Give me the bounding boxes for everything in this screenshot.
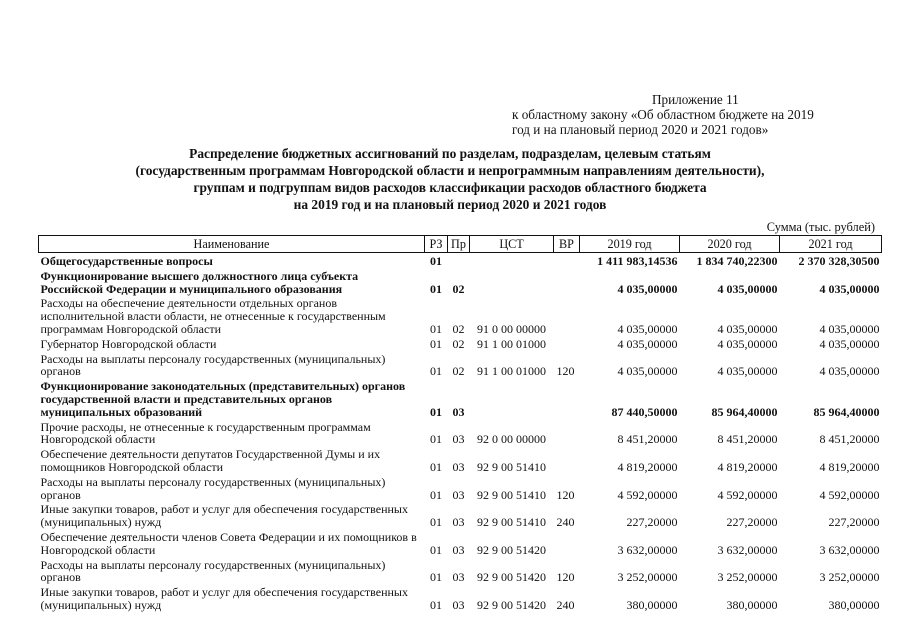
cell-vr xyxy=(554,530,580,558)
cell-rz: 01 xyxy=(430,515,442,530)
cell-cst: 91 1 00 01000 xyxy=(477,364,546,379)
table-row xyxy=(39,379,882,419)
cell-2019: 1 411 983,14536 xyxy=(597,254,678,268)
budget-table xyxy=(38,235,882,613)
cell-pr: 03 xyxy=(452,597,465,612)
cell-2019: 4 035,00000 xyxy=(617,281,678,296)
table-row xyxy=(39,585,882,613)
cell-2019: 3 632,00000 xyxy=(617,542,678,557)
appendix-law-line-2: год и на плановый период 2020 и 2021 годов» xyxy=(512,122,769,137)
cell-vr xyxy=(554,420,580,448)
cell-2021: 85 964,40000 xyxy=(813,404,880,419)
col-header-2019: 2019 год xyxy=(580,236,680,253)
col-header-name: Наименование xyxy=(39,236,425,253)
cell-pr: 03 xyxy=(452,515,465,530)
cell-pr: 03 xyxy=(452,404,465,419)
cell-2020: 4 592,00000 xyxy=(717,487,778,502)
document-title xyxy=(40,145,860,213)
cell-cst: 92 0 00 00000 xyxy=(477,432,546,447)
table-row xyxy=(39,475,882,503)
cell-vr: 240 xyxy=(556,597,575,612)
cell-pr: 02 xyxy=(452,281,465,296)
cell-cst: 92 9 00 51410 xyxy=(477,515,546,530)
cell-vr xyxy=(554,447,580,475)
cell-2019: 87 440,50000 xyxy=(611,404,678,419)
table-row xyxy=(39,558,882,586)
cell-vr: 120 xyxy=(556,570,575,585)
cell-name: Функционирование законодательных (представительных) органов государственной власти и представительных органов муниципальных образований xyxy=(40,379,406,419)
cell-2019: 4 035,00000 xyxy=(617,321,678,336)
cell-2020: 1 834 740,22300 xyxy=(696,254,778,268)
cell-vr xyxy=(554,337,580,352)
cell-2021: 2 370 328,30500 xyxy=(798,254,880,268)
cell-2020: 3 252,00000 xyxy=(717,570,778,585)
table-row xyxy=(39,420,882,448)
appendix-header xyxy=(512,92,892,137)
cell-cst: 92 9 00 51420 xyxy=(477,597,546,612)
cell-2021: 4 592,00000 xyxy=(819,487,880,502)
table-row xyxy=(39,253,882,269)
cell-name: Расходы на выплаты персоналу государственных (муниципальных) органов xyxy=(40,474,386,502)
cell-rz: 01 xyxy=(430,597,442,612)
cell-2021: 380,00000 xyxy=(828,597,880,612)
cell-2020: 3 632,00000 xyxy=(717,542,778,557)
cell-cst: 91 0 00 00000 xyxy=(477,321,546,336)
cell-vr: 120 xyxy=(556,364,575,379)
cell-cst: 92 9 00 51410 xyxy=(477,487,546,502)
cell-pr: 03 xyxy=(452,570,465,585)
cell-2021: 8 451,20000 xyxy=(819,432,880,447)
cell-2021: 4 035,00000 xyxy=(819,364,880,379)
cell-name: Иные закупки товаров, работ и услуг для обеспечения государственных (муниципальных) нужд xyxy=(40,585,408,612)
title-line-4: на 2019 год и на плановый период 2020 и 2021 годов xyxy=(293,197,607,212)
cell-2021: 3 632,00000 xyxy=(819,542,880,557)
cell-2020: 380,00000 xyxy=(726,597,778,612)
cell-2019: 380,00000 xyxy=(626,597,678,612)
cell-2019: 4 819,20000 xyxy=(617,459,678,474)
cell-name: Обеспечение деятельности депутатов Государственной Думы и их помощников Новгородской области xyxy=(40,447,381,474)
col-header-2020: 2020 год xyxy=(680,236,780,253)
cell-2020: 4 819,20000 xyxy=(717,459,778,474)
cell-rz: 01 xyxy=(430,487,442,502)
cell-2019: 4 035,00000 xyxy=(617,336,678,351)
table-row xyxy=(39,296,882,336)
cell-2019: 227,20000 xyxy=(626,515,678,530)
cell-name: Расходы на выплаты персоналу государственных (муниципальных) органов xyxy=(40,557,386,585)
table-header-row xyxy=(39,236,882,253)
cell-cst: 91 1 00 01000 xyxy=(477,336,546,351)
cell-rz: 01 xyxy=(430,281,442,296)
cell-rz: 01 xyxy=(430,364,442,379)
table-row xyxy=(39,502,882,530)
cell-name: Иные закупки товаров, работ и услуг для обеспечения государственных (муниципальных) нужд xyxy=(40,502,408,530)
cell-2020: 4 035,00000 xyxy=(717,321,778,336)
cell-vr xyxy=(554,296,580,336)
cell-vr: 120 xyxy=(556,487,575,502)
cell-cst xyxy=(470,269,554,297)
cell-cst: 92 9 00 51420 xyxy=(477,570,546,585)
cell-cst xyxy=(470,253,554,269)
col-header-2021: 2021 год xyxy=(780,236,882,253)
cell-name: Прочие расходы, не отнесенные к государственным программам Новгородской области xyxy=(40,419,371,447)
cell-2020: 8 451,20000 xyxy=(717,432,778,447)
cell-2020: 4 035,00000 xyxy=(717,281,778,296)
budget-table-body xyxy=(39,253,882,613)
cell-2021: 4 035,00000 xyxy=(819,321,880,336)
cell-2020: 227,20000 xyxy=(726,515,778,530)
cell-2020: 85 964,40000 xyxy=(711,404,778,419)
cell-cst: 92 9 00 51410 xyxy=(477,459,546,474)
cell-name: Губернатор Новгородской области xyxy=(40,336,217,351)
appendix-number: Приложение 11 xyxy=(652,92,739,107)
cell-2021: 227,20000 xyxy=(828,515,880,530)
col-header-rz: РЗ xyxy=(425,236,448,253)
cell-rz: 01 xyxy=(430,432,442,447)
cell-rz: 01 xyxy=(430,570,442,585)
cell-2021: 4 035,00000 xyxy=(819,336,880,351)
table-row xyxy=(39,337,882,352)
col-header-pr: Пр xyxy=(448,236,470,253)
cell-2019: 4 592,00000 xyxy=(617,487,678,502)
cell-pr: 03 xyxy=(452,542,465,557)
cell-vr: 240 xyxy=(556,515,575,530)
cell-rz: 01 xyxy=(430,459,442,474)
cell-pr: 02 xyxy=(452,364,465,379)
cell-cst xyxy=(470,379,554,419)
cell-vr xyxy=(554,269,580,297)
title-line-3: группам и подгруппам видов расходов классификации расходов областного бюджета xyxy=(193,180,707,195)
cell-pr: 02 xyxy=(452,321,465,336)
title-line-1: Распределение бюджетных ассигнований по разделам, подразделам, целевым статьям xyxy=(189,146,711,161)
cell-2021: 4 035,00000 xyxy=(819,281,880,296)
cell-rz: 01 xyxy=(430,254,442,268)
cell-2019: 3 252,00000 xyxy=(617,570,678,585)
cell-rz: 01 xyxy=(430,404,442,419)
cell-pr: 03 xyxy=(452,459,465,474)
cell-pr: 03 xyxy=(452,432,465,447)
cell-rz: 01 xyxy=(430,336,442,351)
cell-name: Расходы на обеспечение деятельности отдельных органов исполнительной власти области, не отнесенные к государственным программам Новгородской области xyxy=(40,296,386,336)
cell-rz: 01 xyxy=(430,542,442,557)
col-header-cst: ЦСТ xyxy=(470,236,554,253)
cell-2020: 4 035,00000 xyxy=(717,364,778,379)
cell-2021: 3 252,00000 xyxy=(819,570,880,585)
cell-pr: 03 xyxy=(452,487,465,502)
table-row xyxy=(39,352,882,380)
appendix-law-line-1: к областному закону «Об областном бюджете на 2019 xyxy=(512,107,814,122)
cell-2019: 4 035,00000 xyxy=(617,364,678,379)
cell-2020: 4 035,00000 xyxy=(717,336,778,351)
cell-rz: 01 xyxy=(430,321,442,336)
cell-name: Обеспечение деятельности членов Совета Федерации и их помощников в Новгородской области xyxy=(40,529,417,557)
cell-pr xyxy=(448,253,470,269)
cell-pr: 02 xyxy=(452,336,465,351)
table-row xyxy=(39,530,882,558)
cell-2019: 8 451,20000 xyxy=(617,432,678,447)
table-row xyxy=(39,447,882,475)
cell-name: Функционирование высшего должностного лица субъекта Российской Федерации и муниципального образования xyxy=(40,268,359,296)
cell-vr xyxy=(554,253,580,269)
cell-cst: 92 9 00 51420 xyxy=(477,542,546,557)
table-row xyxy=(39,269,882,297)
title-line-2: (государственным программам Новгородской области и непрограммным направлениям деятельности), xyxy=(135,163,765,178)
units-label: Сумма (тыс. рублей) xyxy=(766,220,875,234)
col-header-vr: ВР xyxy=(554,236,580,253)
cell-name: Общегосударственные вопросы xyxy=(40,254,213,268)
cell-2021: 4 819,20000 xyxy=(819,459,880,474)
cell-vr xyxy=(554,379,580,419)
cell-name: Расходы на выплаты персоналу государственных (муниципальных) органов xyxy=(40,351,386,379)
